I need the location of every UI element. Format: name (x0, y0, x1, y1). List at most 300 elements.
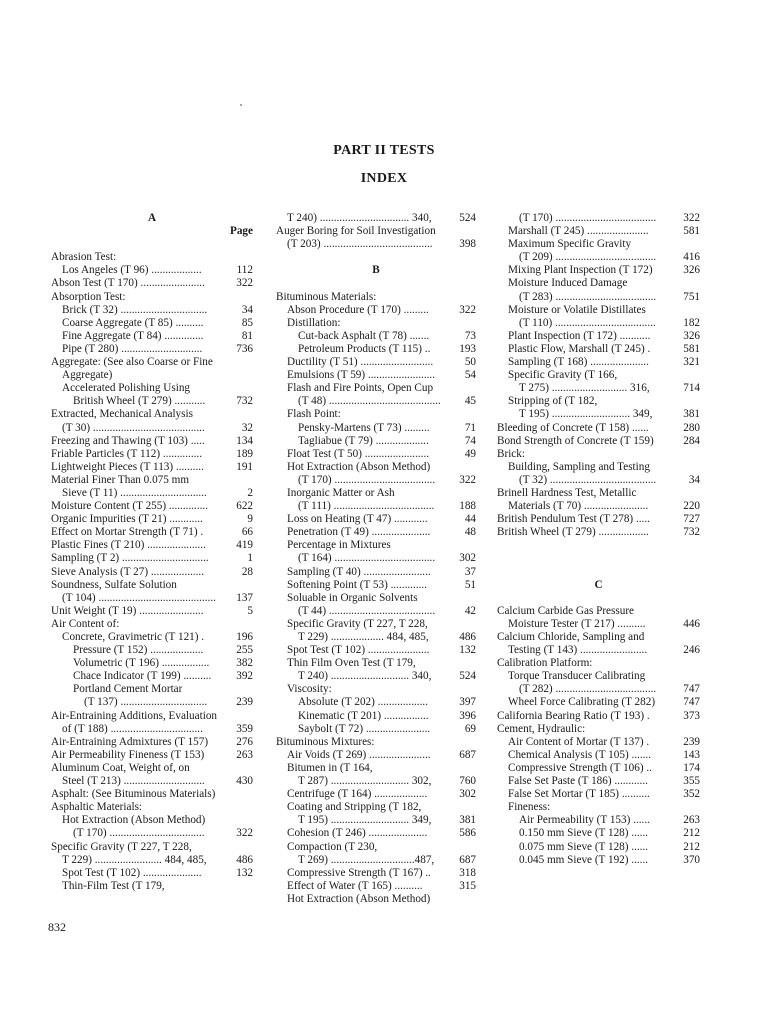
entry-text: Moisture or Volatile Distillates (508, 303, 646, 316)
index-entry (51, 487, 253, 500)
entry-text: Mixing Plant Inspection (T 172) (508, 264, 653, 277)
entry-text: Sieve Analysis (T 27) ................... (51, 565, 204, 578)
entry-text: Abrasion Test: (51, 251, 117, 264)
entry-text: 0.075 mm Sieve (T 128) ...... (519, 840, 649, 853)
entry-text: Sampling (T 2) ............................... (51, 552, 209, 565)
entry-text: T 195) ............................ 349, (298, 814, 432, 827)
entry-page: 212 (683, 827, 700, 840)
entry-text: Spot Test (T 102) ..................... (62, 866, 202, 879)
entry-page: 430 (236, 775, 253, 788)
index-entry (497, 723, 700, 736)
index-entry (276, 696, 476, 709)
index-entry (497, 566, 700, 579)
entry-text: Ductility (T 51) .......................... (287, 356, 434, 369)
entry-text: Aluminum Coat, Weight of, on (51, 761, 190, 774)
entry-text: Plastic Fines (T 210) ..................... (51, 539, 206, 552)
entry-page: 732 (683, 526, 700, 539)
entry-text: (T 110) .................................... (519, 316, 656, 329)
entry-page: 622 (236, 500, 253, 513)
index-entry (51, 448, 253, 461)
entry-text: Penetration (T 49) ..................... (287, 526, 431, 539)
entry-page: 732 (236, 395, 253, 408)
entry-page: 182 (683, 316, 700, 329)
index-entry (497, 814, 700, 827)
index-entry (276, 736, 476, 749)
index-entry (51, 880, 253, 893)
entry-page: 9 (247, 513, 253, 526)
entry-text: T 287) ............................ 302, (298, 775, 432, 788)
entry-text: 0.150 mm Sieve (T 128) ...... (519, 827, 649, 840)
entry-text: Moisture Tester (T 217) .......... (508, 617, 646, 630)
entry-text: British Pendulum Test (T 278) ..... (497, 513, 650, 526)
index-entry (276, 867, 476, 880)
index-entry (51, 382, 253, 395)
index-entry (497, 841, 700, 854)
index-entry (276, 670, 476, 683)
entry-text: Air-Entraining Additions, Evaluation (51, 709, 218, 722)
entry-text: Aggregate) (62, 369, 113, 382)
entry-page: 747 (683, 683, 700, 696)
entry-text: Saybolt (T 72) ....................... (298, 722, 431, 735)
index-entry (276, 579, 476, 592)
index-entry (276, 618, 476, 631)
index-entry (51, 422, 253, 435)
entry-text: Los Angeles (T 96) .................. (62, 264, 202, 277)
entry-text: Air Permeability Fineness (T 153) (51, 748, 205, 761)
index-entry (497, 356, 700, 369)
entry-page: 255 (236, 644, 253, 657)
entry-page: 318 (459, 866, 476, 879)
entry-text: Specific Gravity (T 227, T 228, (51, 840, 192, 853)
index-entry (497, 539, 700, 552)
index-entry (51, 710, 253, 723)
index-entry (497, 605, 700, 618)
index-entry (51, 513, 253, 526)
entry-text: Abson Procedure (T 170) ......... (287, 303, 429, 316)
index-entry (276, 880, 476, 893)
index-entry (276, 814, 476, 827)
index-entry (276, 854, 476, 867)
index-entry (497, 212, 700, 225)
entry-text: Air Content of Mortar (T 137) . (508, 735, 650, 748)
index-entry (497, 238, 700, 251)
index-entry (276, 723, 476, 736)
index-entry (276, 304, 476, 317)
entry-text: Torque Transducer Calibrating (508, 670, 646, 683)
entry-page: 373 (683, 709, 700, 722)
entry-page: 381 (459, 814, 476, 827)
entry-page: 48 (464, 526, 476, 539)
entry-page: 714 (683, 382, 700, 395)
entry-text: T 229) ................... 484, 485, (298, 631, 429, 643)
entry-text: Building, Sampling and Testing (508, 460, 650, 473)
entry-page: 50 (464, 356, 476, 369)
entry-text: Softening Point (T 53) ............. (287, 578, 427, 591)
entry-page: 352 (683, 788, 700, 801)
entry-text: C (594, 578, 603, 591)
index-entry (497, 618, 700, 631)
entry-text: Material Finer Than 0.075 mm (51, 473, 190, 486)
index-entry (497, 317, 700, 330)
entry-page: 189 (236, 447, 253, 460)
entry-page: 1 (247, 552, 253, 565)
entry-text: (T 170) .................................. (73, 827, 205, 840)
index-entry (276, 291, 476, 304)
entry-text: Centrifuge (T 164) ................... (287, 788, 428, 801)
entry-text: Pipe (T 280) ............................. (62, 342, 203, 355)
entry-text: Accelerated Polishing Using (62, 382, 191, 395)
entry-text: Petroleum Products (T 115) .. (298, 342, 431, 355)
index-entry (497, 251, 700, 264)
entry-text: Wheel Force Calibrating (T 282) (508, 696, 656, 709)
entry-text: Maximum Specific Gravity (508, 238, 632, 251)
index-entry (51, 500, 253, 513)
index-entry (51, 408, 253, 421)
entry-text: Air Voids (T 269) ...................... (287, 748, 431, 761)
entry-page: 34 (688, 473, 700, 486)
index-entry (51, 644, 253, 657)
entry-page: 220 (683, 500, 700, 513)
index-entry (51, 317, 253, 330)
entry-text: Specific Gravity (T 166, (508, 369, 618, 382)
entry-text: (T 30) ........................................ (62, 421, 205, 434)
index-entry (276, 893, 476, 906)
entry-page: 315 (459, 879, 476, 892)
index-entry (497, 526, 700, 539)
entry-page: 34 (241, 303, 253, 316)
entry-text: Air-Entraining Admixtures (T 157) (51, 735, 209, 748)
entry-page: 276 (236, 735, 253, 748)
entry-text: Hot Extraction (Abson Method) (287, 460, 431, 473)
index-entry (497, 775, 700, 788)
entry-page: 581 (683, 342, 700, 355)
entry-text: Air Content of: (51, 617, 120, 630)
entry-text: Stripping of (T 182, (508, 395, 598, 408)
index-entry (51, 291, 253, 304)
entry-page: 355 (683, 775, 700, 788)
index-entry (497, 592, 700, 605)
index-entry (276, 435, 476, 448)
index-entry (497, 474, 700, 487)
entry-text: Float Test (T 50) ....................... (287, 447, 430, 460)
index-entry (276, 343, 476, 356)
entry-text: Pensky-Martens (T 73) ......... (298, 421, 430, 434)
entry-text: California Bearing Ratio (T 193) . (497, 709, 650, 722)
entry-page: 751 (683, 290, 700, 303)
entry-text: Compaction (T 230, (287, 840, 378, 853)
index-entry (51, 723, 253, 736)
index-entry (276, 369, 476, 382)
entry-text: Fine Aggregate (T 84) .............. (62, 329, 204, 342)
entry-text: Inorganic Matter or Ash (287, 486, 395, 499)
index-entry (51, 801, 253, 814)
entry-page: 446 (683, 617, 700, 630)
entry-page: 44 (464, 513, 476, 526)
entry-text: Sampling (T 168) ..................... (508, 356, 649, 369)
index-entry (51, 461, 253, 474)
index-entry (51, 683, 253, 696)
entry-text: (T 164) .................................... (298, 552, 436, 565)
entry-text: (T 282) .................................... (519, 683, 657, 696)
entry-page: 586 (459, 827, 476, 840)
index-entry (51, 212, 253, 225)
entry-text: Absolute (T 202) .................. (298, 696, 428, 709)
entry-text: T 240) ............................ 340, (298, 670, 432, 683)
entry-text: T 275) ........................... 316, (519, 382, 650, 395)
index-entry (276, 487, 476, 500)
index-entry (51, 251, 253, 264)
index-entry (497, 291, 700, 304)
entry-page: 381 (683, 408, 700, 421)
entry-text: Thin Film Oven Test (T 179, (287, 657, 416, 670)
index-column-1 (51, 212, 253, 893)
entry-text: Moisture Content (T 255) .............. (51, 500, 209, 513)
entry-text: Lightweight Pieces (T 113) .......... (51, 460, 204, 473)
index-entry (497, 657, 700, 670)
index-entry (497, 579, 700, 592)
entry-page: 188 (459, 500, 476, 513)
index-entry (497, 788, 700, 801)
entry-text: Concrete, Gravimetric (T 121) . (62, 631, 205, 643)
index-entry (497, 801, 700, 814)
entry-text: Portland Cement Mortar (73, 683, 183, 696)
entry-text: Extracted, Mechanical Analysis (51, 408, 193, 421)
index-entry (51, 762, 253, 775)
entry-text: Bituminous Mixtures: (276, 735, 375, 748)
index-entry (497, 225, 700, 238)
entry-page: 736 (236, 342, 253, 355)
entry-text: Pressure (T 152) ................... (73, 644, 204, 657)
index-entry (51, 526, 253, 539)
entry-page: 193 (459, 342, 476, 355)
index-entry (51, 670, 253, 683)
entry-text: Organic Impurities (T 21) ............ (51, 513, 203, 526)
entry-text: Calcium Carbide Gas Pressure (497, 604, 635, 617)
entry-page: 263 (683, 814, 700, 827)
entry-page: 45 (464, 395, 476, 408)
entry-page: 322 (236, 827, 253, 840)
index-entry (51, 788, 253, 801)
entry-text: Calcium Chloride, Sampling and (497, 631, 645, 643)
index-entry (497, 749, 700, 762)
entry-page: 727 (683, 513, 700, 526)
entry-text: Plant Inspection (T 172) ........... (508, 329, 651, 342)
entry-page: 2 (247, 486, 253, 499)
index-entry (497, 264, 700, 277)
index-entry (276, 461, 476, 474)
index-entry (497, 631, 700, 644)
index-entry (497, 710, 700, 723)
entry-page: 54 (464, 369, 476, 382)
index-entry (276, 605, 476, 618)
index-column-2 (276, 212, 476, 906)
entry-text: British Wheel (T 279) .................. (497, 526, 649, 539)
entry-page: 302 (459, 788, 476, 801)
index-entry (51, 552, 253, 565)
entry-text: Asphalt: (See Bituminous Materials) (51, 788, 216, 801)
entry-page: 419 (236, 539, 253, 552)
index-entry (276, 395, 476, 408)
index-entry (51, 264, 253, 277)
entry-page: 112 (236, 264, 253, 277)
index-entry (276, 382, 476, 395)
entry-text: Steel (T 213) ............................. (62, 775, 205, 788)
index-entry (497, 854, 700, 867)
entry-text: Brick (T 32) ............................... (62, 303, 208, 316)
index-entry (51, 618, 253, 631)
index-entry (276, 552, 476, 565)
entry-text: Coating and Stripping (T 182, (287, 801, 422, 814)
entry-text: Bituminous Materials: (276, 290, 377, 303)
entry-text: Brick: (497, 447, 525, 460)
index-entry (51, 631, 253, 644)
entry-text: Percentage in Mixtures (287, 539, 391, 552)
entry-text: Sampling (T 40) ........................ (287, 565, 431, 578)
entry-page: 69 (464, 722, 476, 735)
index-entry (276, 448, 476, 461)
entry-page: 322 (236, 277, 253, 290)
index-entry (497, 461, 700, 474)
entry-page: 398 (459, 238, 476, 251)
entry-text: (T 203) ....................................... (287, 238, 433, 251)
index-entry (51, 435, 253, 448)
part-title: PART II TESTS (333, 143, 435, 158)
entry-text: A (147, 212, 157, 224)
entry-text: Materials (T 70) ....................... (508, 500, 649, 513)
index-entry (497, 435, 700, 448)
entry-page: 66 (241, 526, 253, 539)
entry-page: 73 (464, 329, 476, 342)
entry-text: Viscosity: (287, 683, 332, 696)
entry-text: Distillation: (287, 316, 341, 329)
entry-text: Flash and Fire Points, Open Cup (287, 382, 434, 395)
entry-text: of (T 188) ................................. (62, 722, 203, 735)
index-entry (51, 566, 253, 579)
index-entry (276, 788, 476, 801)
entry-text: Abson Test (T 170) ....................... (51, 277, 205, 290)
entry-text: (T 32) ...................................... (519, 473, 657, 486)
entry-page: 49 (464, 447, 476, 460)
entry-page: 5 (247, 604, 253, 617)
entry-text: (T 44) ...................................... (298, 604, 436, 617)
index-entry (497, 330, 700, 343)
entry-text: T 195) ............................ 349, (519, 408, 653, 421)
entry-text: (T 137) ............................... (84, 696, 208, 709)
entry-text: Bitumen in (T 164, (287, 761, 373, 774)
entry-text: Effect of Water (T 165) .......... (287, 879, 423, 892)
entry-page: 280 (683, 421, 700, 434)
entry-page: 196 (236, 631, 253, 643)
entry-text: T 229) ........................ 484, 485, (62, 853, 207, 866)
entry-text: Absorption Test: (51, 290, 126, 303)
index-entry (51, 356, 253, 369)
entry-text: Aggregate: (See also Coarse or Fine (51, 356, 213, 369)
entry-text: Asphaltic Materials: (51, 801, 143, 814)
entry-text: (T 104) .......................................... (62, 591, 216, 604)
entry-text: False Set Paste (T 186) ............ (508, 775, 648, 788)
entry-page: 321 (683, 356, 700, 369)
index-entry (276, 238, 476, 251)
entry-text: Bleeding of Concrete (T 158) ...... (497, 421, 649, 434)
entry-page: 687 (459, 748, 476, 761)
entry-text: Cut-back Asphalt (T 78) ....... (298, 329, 430, 342)
entry-page: 284 (683, 434, 700, 447)
speck (240, 104, 242, 106)
entry-text: Cohesion (T 246) ..................... (287, 827, 428, 840)
entry-page: 747 (683, 696, 700, 709)
entry-page: 191 (236, 460, 253, 473)
index-entry (51, 395, 253, 408)
index-entry (497, 736, 700, 749)
entry-text: Air Permeability (T 153) ...... (519, 814, 650, 827)
entry-text: False Set Mortar (T 185) .......... (508, 788, 650, 801)
index-entry (51, 605, 253, 618)
entry-text: Chace Indicator (T 199) .......... (73, 670, 212, 683)
entry-page: 132 (236, 866, 253, 879)
entry-text: Thin-Film Test (T 179, (62, 879, 165, 892)
entry-text: Compressive Strength (T 167) .. (287, 866, 431, 879)
index-entry (497, 304, 700, 317)
index-column-3 (497, 212, 700, 867)
index-entry (276, 356, 476, 369)
entry-page: 326 (683, 329, 700, 342)
entry-text: 0.045 mm Sieve (T 192) ...... (519, 853, 649, 866)
index-entry (51, 474, 253, 487)
index-entry (51, 330, 253, 343)
index-entry (276, 710, 476, 723)
index-entry (276, 644, 476, 657)
entry-text: Flash Point: (287, 408, 341, 421)
entry-page: 32 (241, 421, 253, 434)
entry-text: Hot Extraction (Abson Method) (62, 814, 206, 827)
index-entry (276, 330, 476, 343)
entry-text: Soluable in Organic Solvents (287, 591, 418, 604)
entry-text: Effect on Mortar Strength (T 71) . (51, 526, 204, 539)
entry-page: 382 (236, 657, 253, 670)
entry-text: Coarse Aggregate (T 85) .......... (62, 316, 204, 329)
entry-page: 397 (459, 696, 476, 709)
index-entry (497, 422, 700, 435)
index-entry (497, 395, 700, 408)
entry-page: 71 (464, 421, 476, 434)
entry-text: Brinell Hardness Test, Metallic (497, 486, 637, 499)
entry-text: Emulsions (T 59) ........................ (287, 369, 436, 382)
entry-page: 581 (683, 225, 700, 238)
entry-text: (T 170) .................................... (519, 212, 657, 224)
index-entry (51, 369, 253, 382)
index-entry (276, 513, 476, 526)
entry-page: 322 (459, 303, 476, 316)
entry-text: (T 170) .................................... (298, 473, 436, 486)
index-entry (497, 683, 700, 696)
entry-text: B (372, 264, 380, 277)
entry-page: 359 (236, 722, 253, 735)
entry-text: Specific Gravity (T 227, T 228, (287, 617, 428, 630)
index-entry (276, 841, 476, 854)
index-entry (51, 736, 253, 749)
entry-text: Tagliabue (T 79) ................... (298, 434, 429, 447)
index-entry (51, 225, 253, 238)
entry-text: Compressive Strength (T 106) .. (508, 761, 652, 774)
index-entry (51, 592, 253, 605)
entry-page: 322 (459, 473, 476, 486)
index-entry (276, 225, 476, 238)
index-entry (497, 382, 700, 395)
entry-page: 239 (236, 696, 253, 709)
entry-text: Volumetric (T 196) ................. (73, 657, 210, 670)
entry-page: 37 (464, 565, 476, 578)
entry-page: 392 (236, 670, 253, 683)
